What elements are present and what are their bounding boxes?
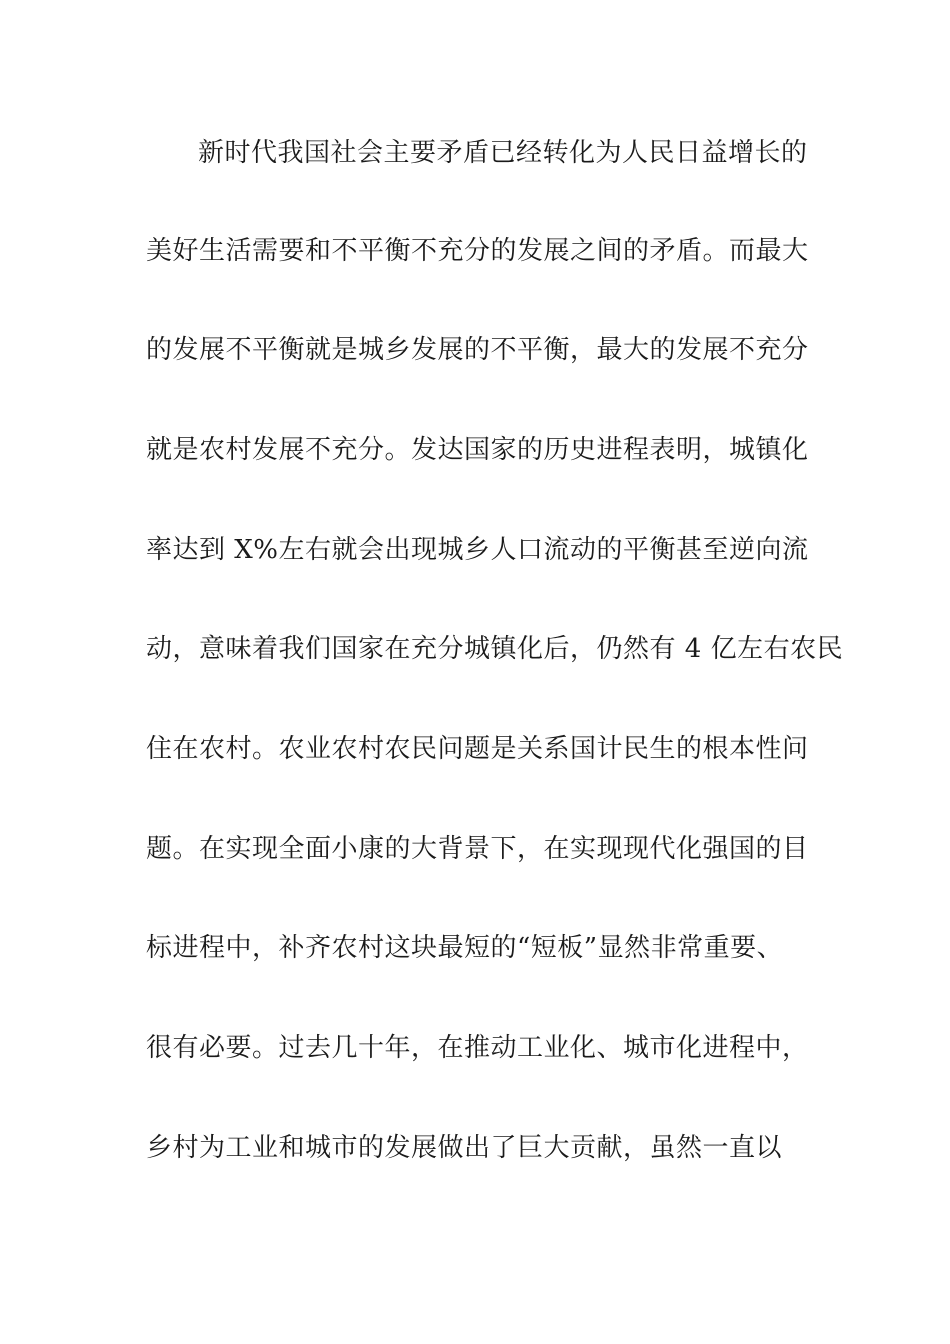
paragraph-line-7: 住在农村。农业农村农民问题是关系国计民生的根本性问 [146,734,809,764]
paragraph-line-9: 标进程中，补齐农村这块最短的“短板”显然非常重要、 [146,933,784,963]
paragraph-line-11: 乡村为工业和城市的发展做出了巨大贡献，虽然一直以 [146,1133,783,1163]
paragraph-line-8: 题。在实现全面小康的大背景下，在实现现代化强国的目 [146,834,809,864]
paragraph-line-3: 的发展不平衡就是城乡发展的不平衡，最大的发展不充分 [146,335,809,365]
paragraph-line-5: 率达到 X%左右就会出现城乡人口流动的平衡甚至逆向流 [146,535,809,565]
paragraph-line-4: 就是农村发展不充分。发达国家的历史进程表明，城镇化 [146,435,809,465]
paragraph-line-10: 很有必要。过去几十年，在推动工业化、城市化进程中， [146,1033,809,1063]
paragraph-line-6: 动，意味着我们国家在充分城镇化后，仍然有 4 亿左右农民 [146,634,844,664]
paragraph-line-1: 新时代我国社会主要矛盾已经转化为人民日益增长的 [198,138,808,168]
paragraph-line-2: 美好生活需要和不平衡不充分的发展之间的矛盾。而最大 [146,236,809,266]
